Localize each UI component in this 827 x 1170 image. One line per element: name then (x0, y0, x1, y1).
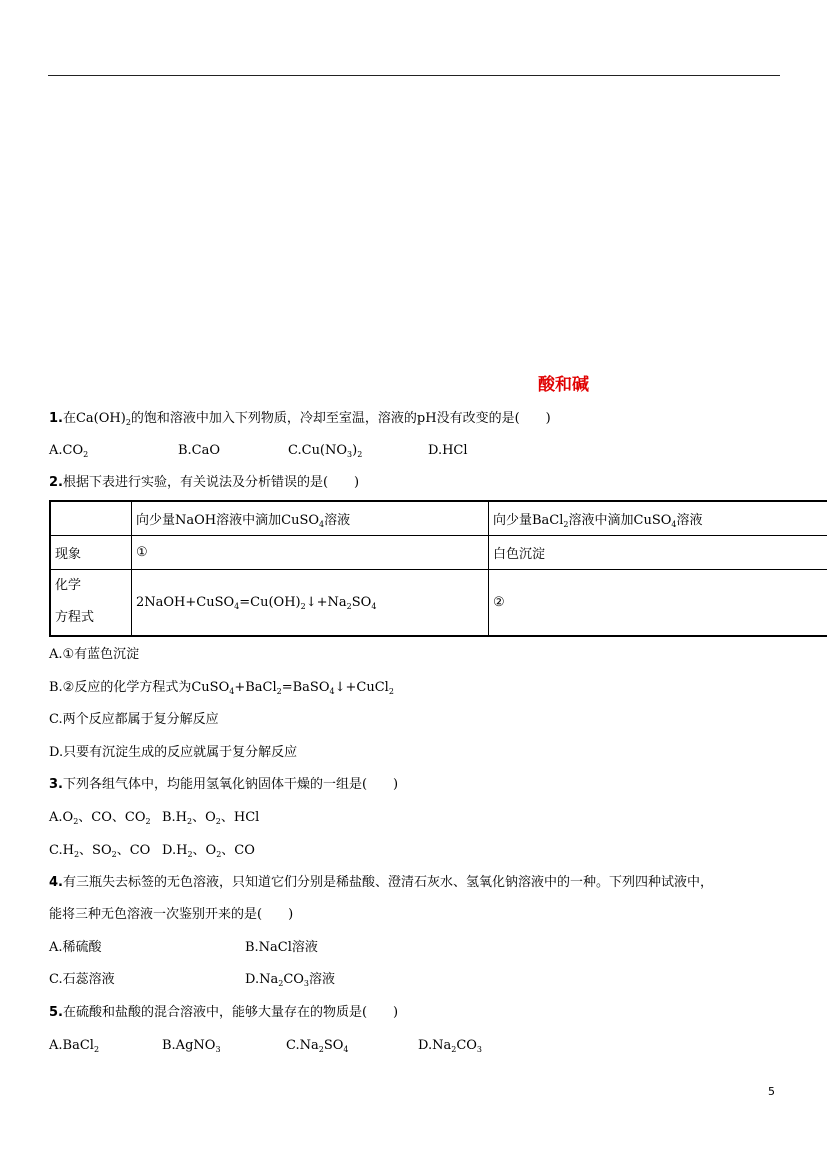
q1-option-c: $C.Cu(NO_3)_2$ (288, 443, 363, 459)
question-number: 5. (49, 1005, 63, 1020)
question-text: 在硫酸和盐酸的混合溶液中，能够大量存在的物质是( ) (62, 1005, 399, 1020)
q3-option-c: $C.H_2$、$SO_2$、CO (49, 843, 151, 859)
question-text: 有三瓶失去标签的无色溶液，只知道它们分别是稀盐酸、澄清石灰水、氢氧化钠溶液中的一种。下列四种试液中， (62, 875, 713, 890)
q3-option-d: $D.H_2$、$O_2$、CO (162, 843, 255, 859)
q2-option-b: B.②反应的化学方程式为CuSO$_4$+BaCl$_2$=BaSO$_4$↓+CuCl$_2$ (49, 680, 394, 696)
q1-option-d: D.HCl (428, 443, 468, 458)
question-5 (49, 1004, 398, 1022)
q4-option-c: C.石蕊溶液 (49, 972, 115, 987)
question-text: 下列各组气体中，均能用氢氧化钠固体干燥的一组是( ) (62, 777, 399, 792)
row-label-phenomenon: 现象 (50, 535, 132, 569)
cell-equation-1: $2NaOH+CuSO_4=Cu(OH)_2↓+Na_2SO_4$ (132, 569, 489, 636)
row-label-equation: 化学 方程式 (50, 569, 132, 636)
q5-option-c: $C.Na_2SO_4$ (286, 1038, 349, 1054)
subscript: 2 (125, 418, 131, 427)
question-4-line-2: 能将三种无色溶液一次鉴别开来的是( ) (49, 907, 294, 922)
q4-option-b: B.NaCl溶液 (245, 940, 318, 955)
page-title: 酸和碱 (538, 375, 589, 395)
cell-phenomenon-1: ① (132, 535, 489, 569)
question-text: 在Ca(OH) (62, 411, 126, 426)
cell-equation-2: ② (489, 569, 827, 636)
cell-phenomenon-2: 白色沉淀 (489, 535, 827, 569)
question-text: 根据下表进行实验，有关说法及分析错误的是( ) (62, 475, 360, 490)
q4-option-a: A.稀硫酸 (49, 940, 102, 955)
q2-option-c: C.两个反应都属于复分解反应 (49, 712, 219, 727)
table-header-bacl2: 向少量BaCl$_2$溶液中滴加CuSO$_4$溶液 (489, 501, 827, 535)
question-1 (49, 410, 551, 428)
question-3 (49, 776, 398, 794)
table-header-naoh: 向少量NaOH溶液中滴加CuSO$_4$溶液 (132, 501, 489, 535)
q3-option-a: $A.O_2$、CO、$CO_2$ (49, 810, 151, 826)
question-number: 1. (49, 411, 63, 426)
header-rule (48, 75, 780, 76)
experiment-table (49, 500, 827, 637)
question-number: 3. (49, 777, 63, 792)
q5-option-b: B.AgNO$_3$ (162, 1038, 221, 1054)
question-2 (49, 474, 359, 492)
q2-option-d: D.只要有沉淀生成的反应就属于复分解反应 (49, 745, 298, 760)
question-number: 2. (49, 475, 63, 490)
table-corner-cell (50, 501, 132, 535)
q1-option-a: $A.CO_2$ (49, 443, 89, 459)
question-number: 4. (49, 875, 63, 890)
question-text: 的饱和溶液中加入下列物质，冷却至室温，溶液的pH没有改变的是( ) (130, 411, 551, 426)
q4-option-d: $D.Na_2CO_3$溶液 (245, 972, 336, 988)
q5-option-a: A.BaCl$_2$ (49, 1038, 100, 1054)
q5-option-d: $D.Na_2CO_3$ (418, 1038, 483, 1054)
q3-option-b: $B.H_2$、$O_2$、HCl (162, 810, 260, 826)
q1-option-b: B.CaO (178, 443, 221, 458)
q2-option-a: A.①有蓝色沉淀 (49, 647, 140, 662)
question-4 (49, 874, 713, 892)
page-number: 5 (768, 1085, 775, 1098)
